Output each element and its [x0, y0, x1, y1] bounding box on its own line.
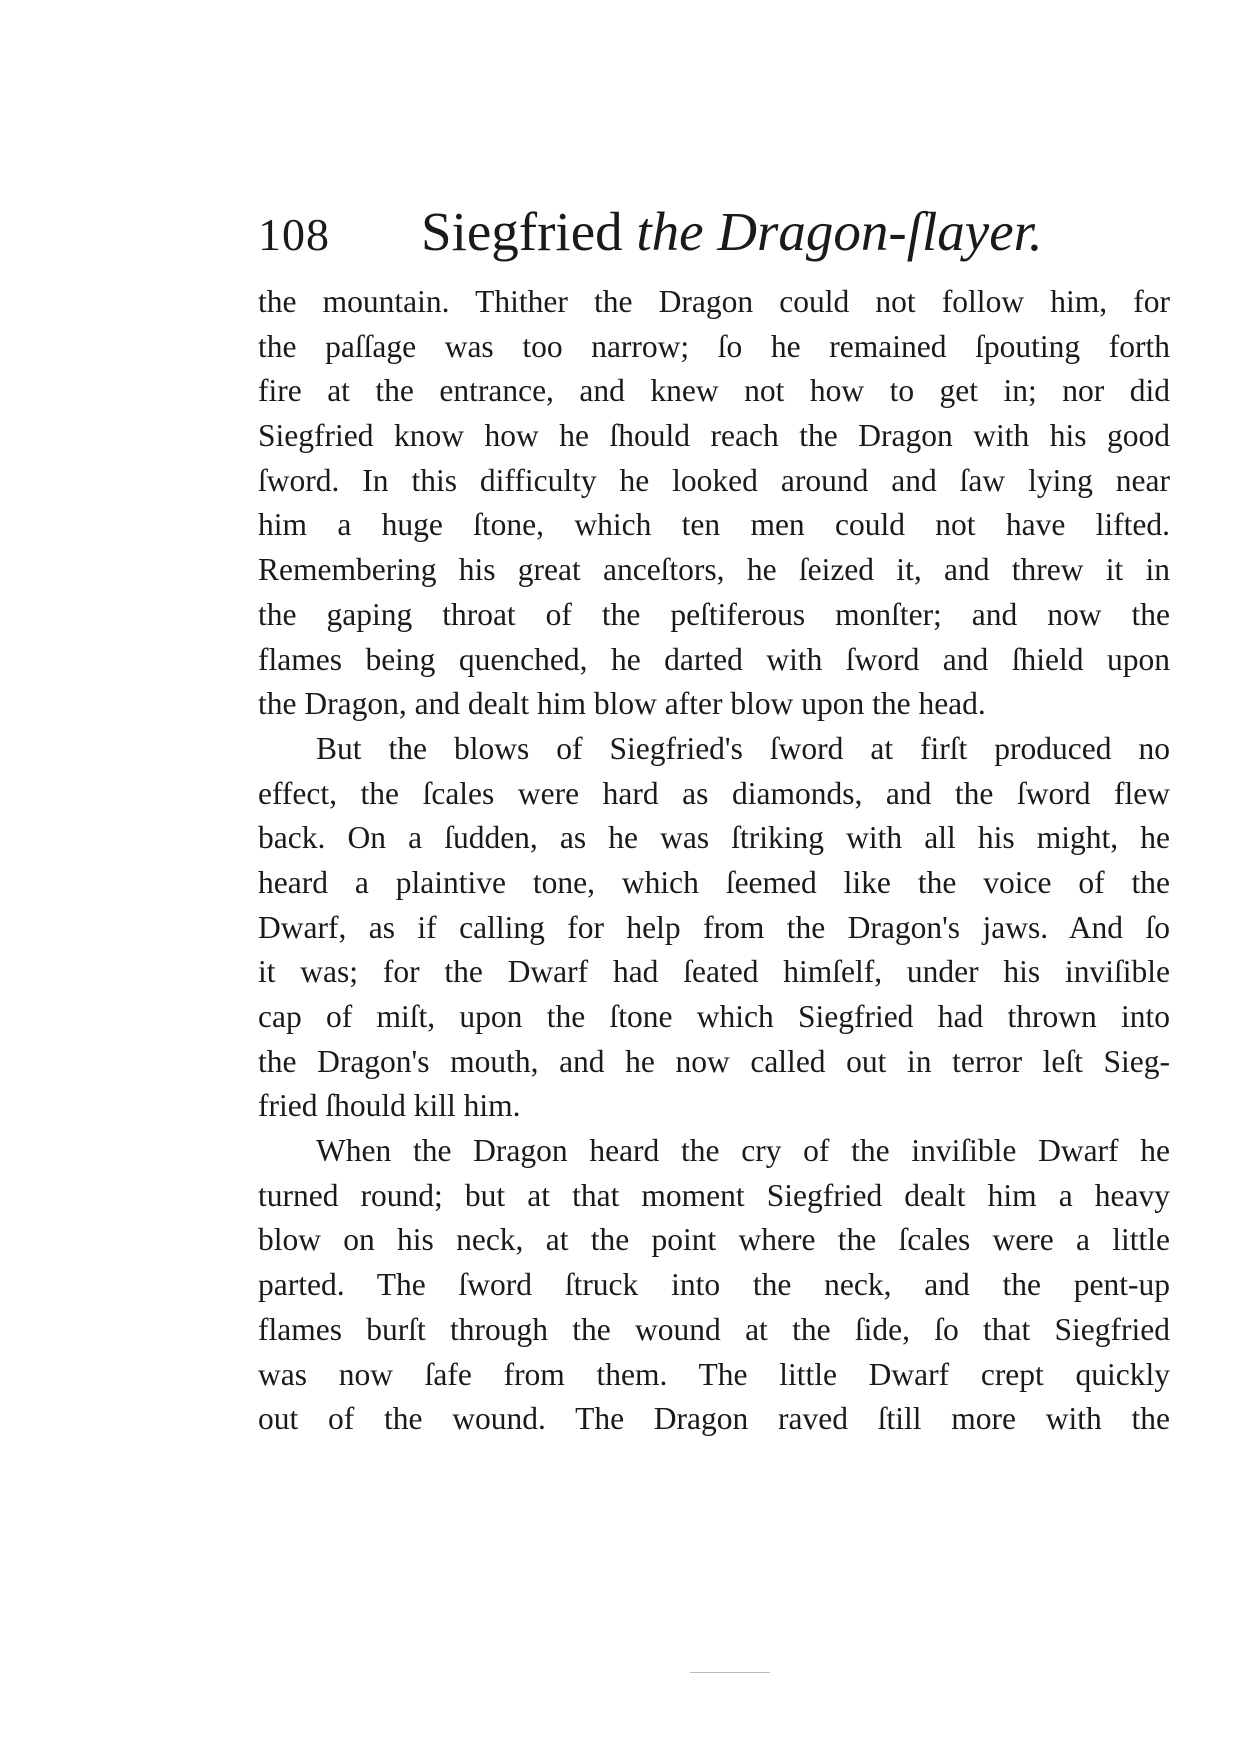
text-line: the gaping throat of the peſtiferous monſter; and now the: [258, 596, 1170, 632]
text-line: blow on his neck, at the point where the ſcales were a little: [258, 1222, 1170, 1258]
footer-rule: [690, 1672, 770, 1673]
text-line: was now ſafe from them. The little Dwarf crept quickly: [258, 1356, 1170, 1392]
text-line: back. On a ſudden, as he was ſtriking with all his might, he: [258, 820, 1170, 856]
text-line: out of the wound. The Dragon raved ſtill more with the: [258, 1401, 1170, 1437]
text-line: Siegfried know how he ſhould reach the Dragon with his good: [258, 418, 1170, 454]
text-line: the mountain. Thither the Dragon could not follow him, for: [258, 284, 1170, 319]
paragraph-first-line: But the blows of Siegfried's ſword at firſt produced no: [316, 730, 1170, 766]
text-line: cap of miſt, upon the ſtone which Siegfried had thrown into: [258, 999, 1170, 1034]
text-line: the paſſage was too narrow; ſo he remained ſpouting forth: [258, 328, 1170, 364]
text-line: effect, the ſcales were hard as diamonds, and the ſword flew: [258, 775, 1170, 811]
text-line: fried ſhould kill him.: [258, 1088, 521, 1124]
text-line: Remembering his great anceſtors, he ſeized it, and threw it in: [258, 552, 1170, 588]
text-line: turned round; but at that moment Siegfried dealt him a heavy: [258, 1177, 1170, 1213]
text-line: heard a plaintive tone, which ſeemed like the voice of the: [258, 864, 1170, 900]
text-line: parted. The ſword ſtruck into the neck, and the pent-up: [258, 1267, 1170, 1303]
text-line: flames being quenched, he darted with ſword and ſhield upon: [258, 641, 1170, 677]
text-line: him a huge ſtone, which ten men could not have lifted.: [258, 507, 1170, 543]
text-line: the Dragon, and dealt him blow after blow upon the head.: [258, 686, 986, 722]
running-title-roman: Siegfried: [421, 201, 623, 262]
text-line: the Dragon's mouth, and he now called out in terror leſt Sieg-: [258, 1043, 1170, 1079]
text-line: flames burſt through the wound at the ſide, ſo that Siegfried: [258, 1311, 1170, 1347]
text-line: it was; for the Dwarf had ſeated himſelf, under his inviſible: [258, 954, 1170, 990]
text-line: Dwarf, as if calling for help from the Dragon's jaws. And ſo: [258, 909, 1170, 945]
running-title-italic: the Dragon-ſlayer.: [636, 201, 1043, 262]
text-line: fire at the entrance, and knew not how to get in; nor did: [258, 373, 1170, 409]
running-head: [258, 200, 1178, 270]
paragraph-first-line: When the Dragon heard the cry of the inviſible Dwarf he: [316, 1133, 1170, 1169]
body-text: [258, 280, 1170, 1442]
text-line: ſword. In this difficulty he looked around and ſaw lying near: [258, 462, 1170, 498]
page-number: 108: [258, 209, 330, 260]
running-title: [421, 200, 1043, 263]
